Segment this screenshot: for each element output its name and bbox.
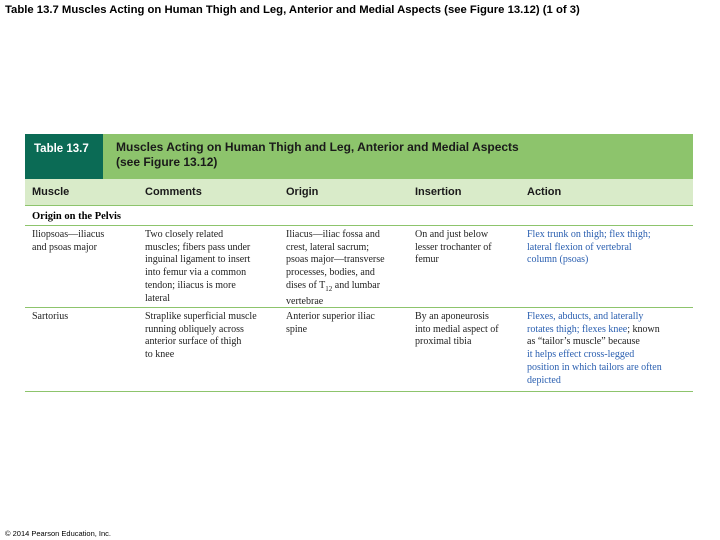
text-line: it helps effect cross-legged <box>527 349 635 361</box>
text-line: Iliacus—iliac fossa and <box>286 229 380 240</box>
insertion-cell <box>409 308 521 391</box>
comments-cell <box>138 226 280 307</box>
text-line: lateral <box>145 292 170 304</box>
subscript: 12 <box>325 284 333 293</box>
text-line: tendon; iliacus is more <box>145 279 236 291</box>
action-cell <box>521 308 693 391</box>
text-line: spine <box>286 323 308 335</box>
table-row <box>25 226 693 308</box>
column-header-action: Action <box>527 186 562 198</box>
column-header-origin: Origin <box>286 186 319 198</box>
slide-title: Table 13.7 Muscles Acting on Human Thigh and Leg, Anterior and Medial Aspects (see Figure 13.12) (1 of 3) <box>5 4 580 16</box>
muscle-table <box>25 134 693 392</box>
text-line: running obliquely across <box>145 323 244 335</box>
text-line: Two closely related <box>145 229 224 240</box>
text-line: lesser trochanter of <box>415 241 492 253</box>
muscle-cell <box>25 308 138 391</box>
text-line: depicted <box>527 374 561 386</box>
action-cell <box>521 226 693 307</box>
table-title-line-1: Muscles Acting on Human Thigh and Leg, Anterior and Medial Aspects <box>116 140 519 154</box>
table-title-line-2: (see Figure 13.12) <box>116 155 218 169</box>
table-header <box>25 134 693 179</box>
text-fragment: dises of T <box>286 279 326 291</box>
text-line: Straplike superficial muscle <box>145 311 257 322</box>
text-line: inguinal ligament to insert <box>145 254 251 266</box>
comments-cell <box>138 308 280 391</box>
table-number-label: Table 13.7 <box>25 134 103 179</box>
text-line: Flexes, abducts, and laterally <box>527 311 644 322</box>
text-line: into medial aspect of <box>415 323 499 335</box>
text-line: femur <box>415 254 439 266</box>
text-fragment: and lumbar <box>334 279 381 291</box>
text-line: On and just below <box>415 229 489 240</box>
text-line: column (psoas) <box>527 254 589 266</box>
text-line: Flex trunk on thigh; flex thigh; <box>527 229 651 240</box>
text-line: proximal tibia <box>415 336 472 348</box>
text-line: to knee <box>145 349 175 361</box>
column-header-muscle: Muscle <box>32 186 70 198</box>
text-line: lateral flexion of vertebral <box>527 241 632 253</box>
text-line: as “tailor’s muscle” because <box>527 336 640 348</box>
text-line: crest, lateral sacrum; <box>286 241 370 253</box>
text-line: and psoas major <box>32 241 97 253</box>
text-line: Sartorius <box>32 311 69 322</box>
text-line: vertebrae <box>286 295 324 307</box>
text-line: psoas major—transverse <box>286 254 385 266</box>
text-line: into femur via a common <box>145 267 247 279</box>
text-line: Anterior superior iliac <box>286 311 375 322</box>
text-fragment: rotates thigh; flexes knee <box>527 323 628 335</box>
table-title <box>103 134 693 179</box>
insertion-cell <box>409 226 521 307</box>
origin-cell <box>280 226 409 307</box>
column-header-comments: Comments <box>145 186 202 198</box>
text-line: position in which tailors are often <box>527 361 662 373</box>
text-line: processes, bodies, and <box>286 267 375 279</box>
text-fragment: ; known <box>627 323 660 335</box>
text-line <box>286 280 409 296</box>
copyright-footer: © 2014 Pearson Education, Inc. <box>5 529 112 538</box>
origin-cell <box>280 308 409 391</box>
column-header-insertion: Insertion <box>415 186 462 198</box>
column-header-row <box>25 179 693 206</box>
table-row <box>25 308 693 392</box>
section-heading: Origin on the Pelvis <box>25 206 693 226</box>
text-line <box>527 324 693 337</box>
text-line: anterior surface of thigh <box>145 336 242 348</box>
text-line: Iliopsoas—iliacus <box>32 229 105 240</box>
muscle-cell <box>25 226 138 307</box>
text-line: muscles; fibers pass under <box>145 241 251 253</box>
text-line: By an aponeurosis <box>415 311 489 322</box>
